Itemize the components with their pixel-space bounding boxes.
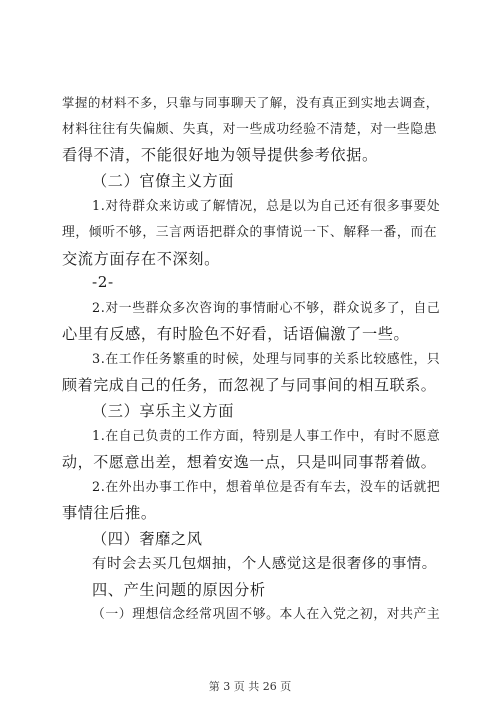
- body-line-1: 掌握的材料不多，只靠与同事聊天了解，没有真正到实地去调查，: [62, 95, 439, 110]
- section-heading-cause-analysis: 四、产生问题的原因分析: [92, 581, 266, 599]
- body-line-7: 交流方面存在不深刻。: [62, 250, 220, 268]
- body-line-12: 顾着完成自己的任务，而忽视了与同事间的相互联系。: [62, 376, 437, 394]
- body-line-3: 看得不清，不能很好地为领导提供参考依据。: [62, 146, 378, 164]
- body-line-19: 有时会去买几包烟抽，个人感觉这是很奢侈的事情。: [92, 556, 437, 572]
- body-line-5: 1.对待群众来访或了解情况，总是以为自己还有很多事要处: [92, 199, 441, 214]
- body-line-10: 心里有反感，有时脸色不好看，话语偏激了一些。: [62, 325, 410, 343]
- inline-page-marker: -2-: [92, 273, 114, 291]
- body-line-11: 3.在工作任务繁重的时候，处理与同事的关系比较感性，只: [92, 352, 441, 367]
- body-line-17: 事情往后推。: [62, 504, 157, 522]
- body-line-6: 理，倾听不够，三言两语把群众的事情说一下、解释一番，而在: [62, 225, 438, 240]
- section-heading-extravagance: （四）奢靡之风: [92, 530, 203, 548]
- body-line-14: 1.在自己负责的工作方面，特别是人事工作中，有时不愿意: [92, 429, 441, 444]
- section-heading-bureaucratism: （二）官僚主义方面: [92, 172, 235, 190]
- body-line-21: （一）理想信念经常巩固不够。本人在入党之初，对共产主: [92, 607, 441, 622]
- body-line-16: 2.在外出办事工作中，想着单位是否有车去，没车的话就把: [92, 480, 441, 495]
- body-line-15: 动，不愿意出差，想着安逸一点，只是叫同事帮着做。: [62, 453, 437, 471]
- body-line-2: 材料往往有失偏颇、失真，对一些成功经验不清楚，对一些隐患: [62, 122, 438, 137]
- page-footer: 第 3 页 共 26 页: [208, 680, 292, 693]
- section-heading-hedonism: （三）享乐主义方面: [92, 402, 235, 420]
- body-line-9: 2.对一些群众多次咨询的事情耐心不够，群众说多了，自己: [92, 301, 441, 316]
